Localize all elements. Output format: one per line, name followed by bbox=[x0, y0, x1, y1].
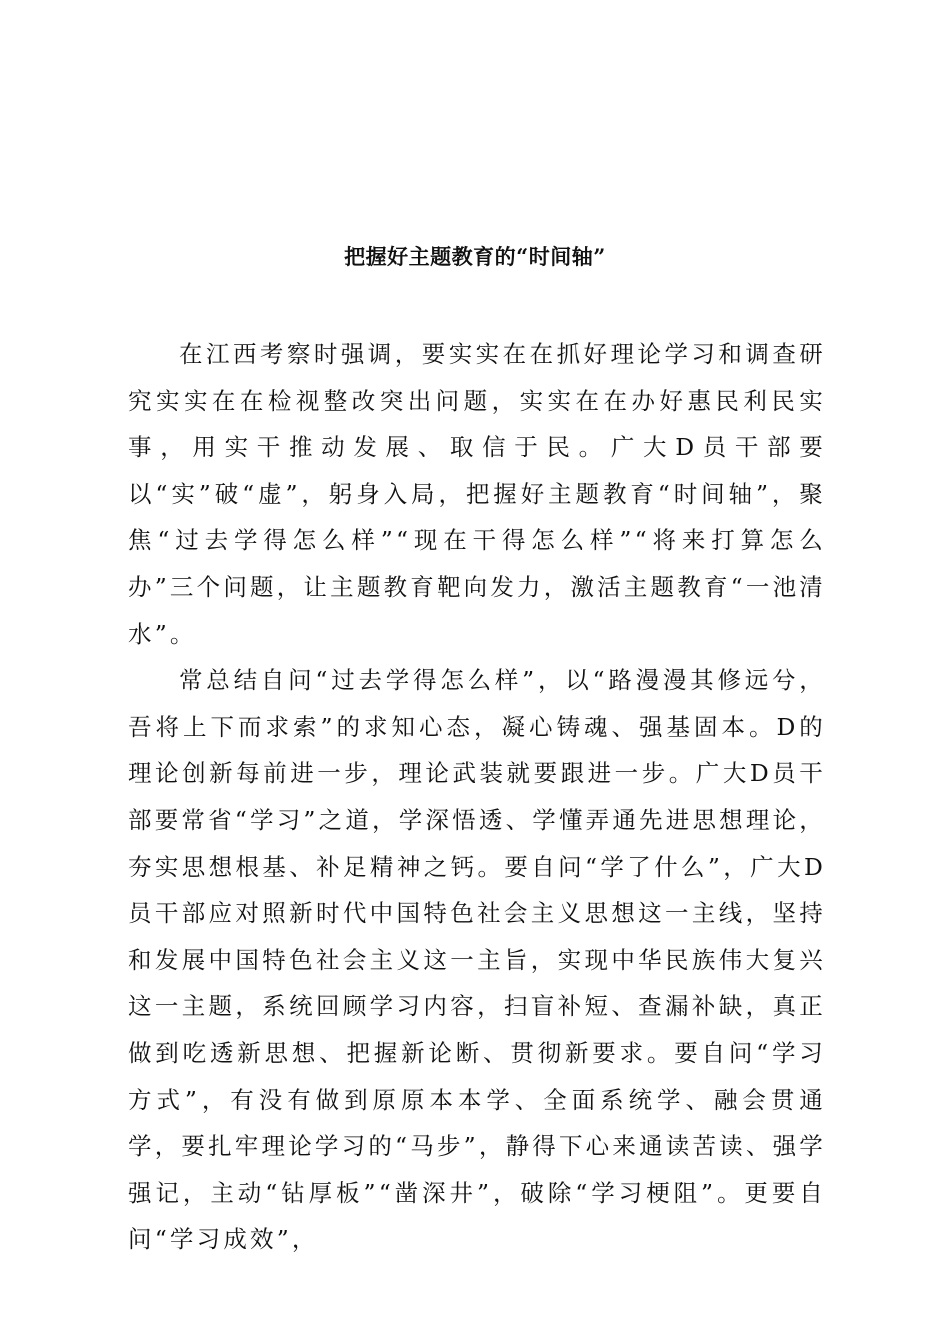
document-body bbox=[128, 331, 826, 1263]
paragraph-2: 常总结自问“过去学得怎么样”，以“路漫漫其修远兮，吾将上下而求索”的求知心态，凝心铸魂、强基固本。D的理论创新每前进一步，理论武装就要跟进一步。广大D员干部要常省“学习”之道，学深悟透、学懂弄通先进思想理论，夯实思想根基、补足精神之钙。要自问“学了什么”，广大D员干部应对照新时代中国特色社会主义思想这一主线，坚持和发展中国特色社会主义这一主旨，实现中华民族伟大复兴这一主题，系统回顾学习内容，扫盲补短、查漏补缺，真正做到吃透新思想、把握新论断、贯彻新要求。要自问“学习方式”，有没有做到原原本本学、全面系统学、融会贯通学，要扎牢理论学习的“马步”，静得下心来通读苦读、强学强记，主动“钻厚板”“凿深井”，破除“学习梗阻”。更要自问“学习成效”， bbox=[128, 666, 826, 1254]
paragraph-1: 在江西考察时强调，要实实在在抓好理论学习和调查研究实实在在检视整改突出问题，实实在在办好惠民利民实事，用实干推动发展、取信于民。广大D员干部要以“实”破“虚”，躬身入局，把握好主题教育“时间轴”，聚焦“过去学得怎么样”“现在干得怎么样”“将来打算怎么办”三个问题，让主题教育靶向发力，激活主题教育“一池清水”。 bbox=[128, 340, 826, 648]
document-title: 把握好主题教育的“时间轴” bbox=[344, 244, 606, 269]
